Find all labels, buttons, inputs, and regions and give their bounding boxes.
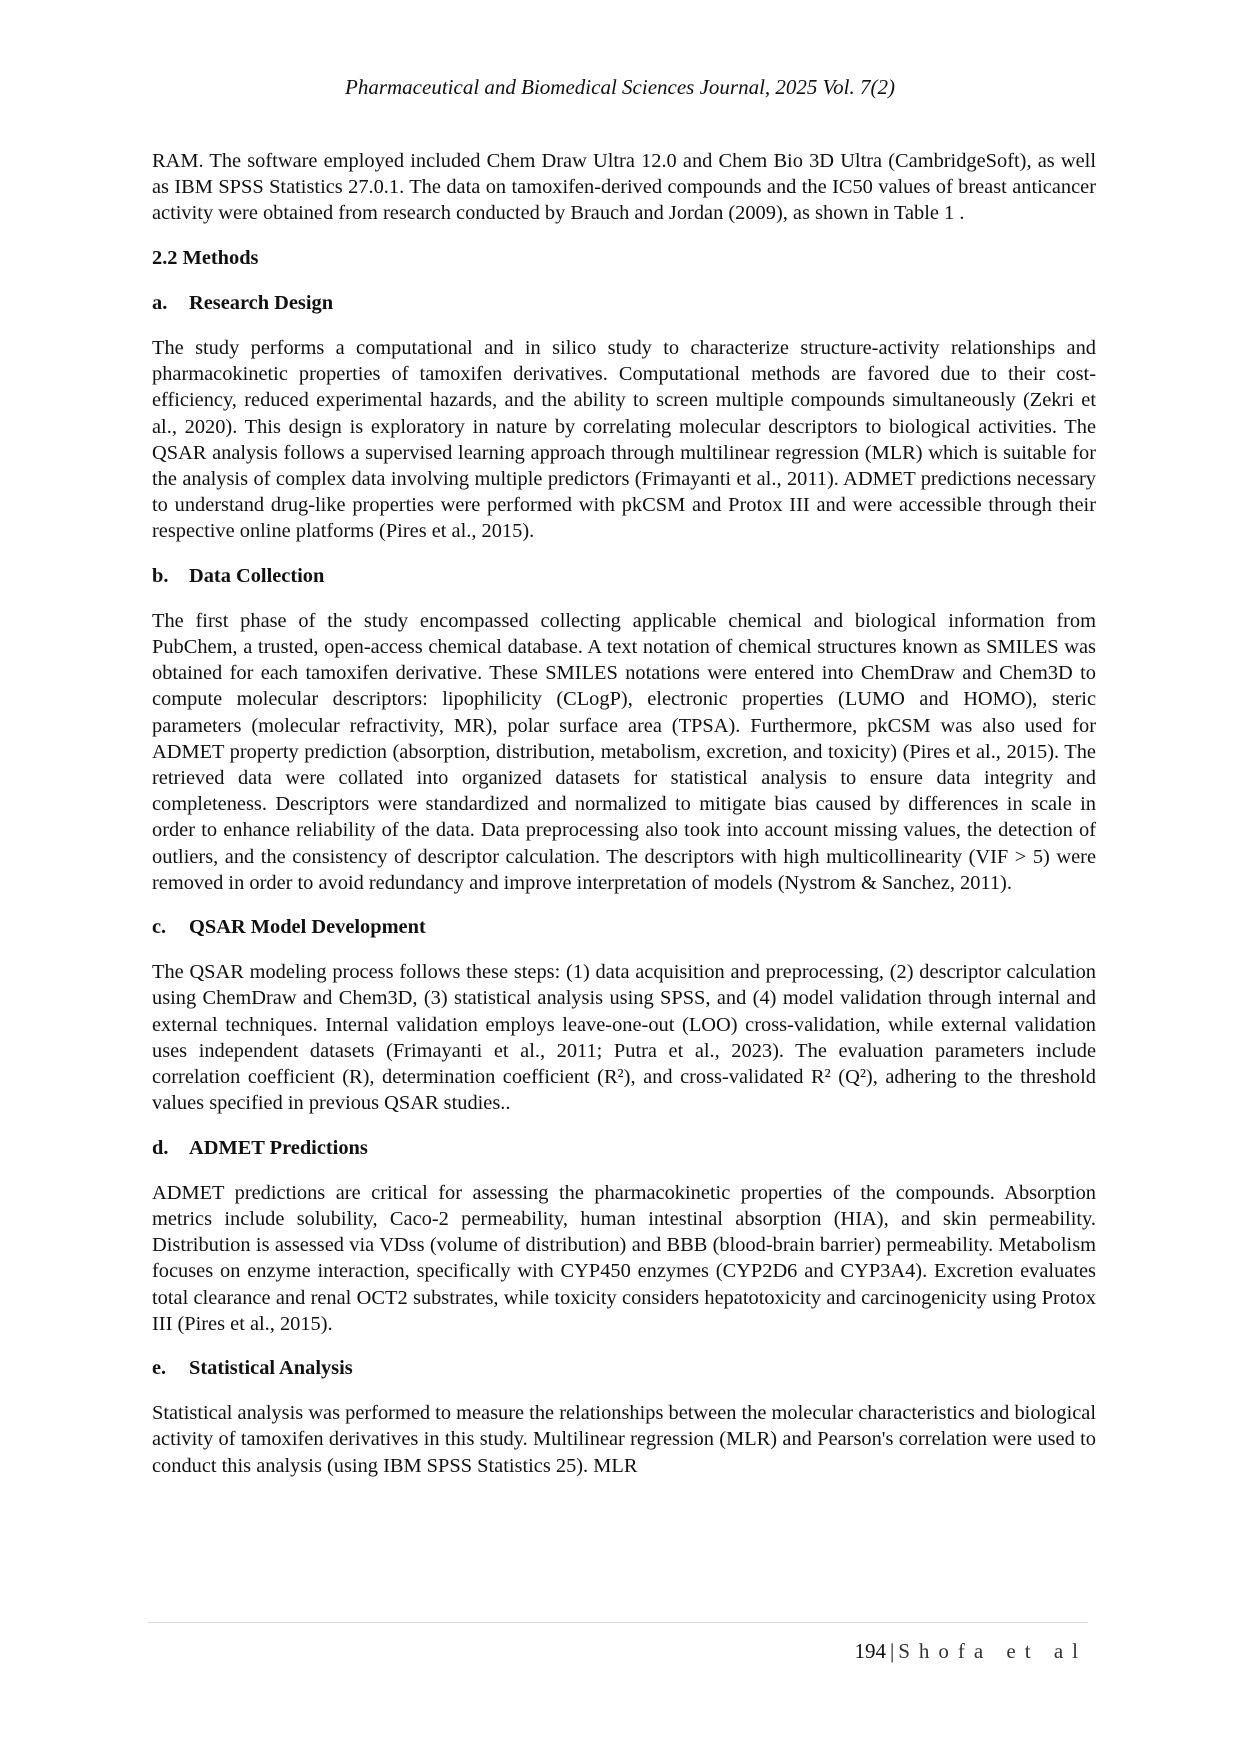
footer-author: Shofa et al [898,1639,1087,1663]
page-footer [854,1638,1087,1664]
subsection-letter: a. [152,291,168,314]
footer-divider [148,1622,1088,1623]
statistical-analysis-paragraph: Statistical analysis was performed to measure the relationships between the molecular characteristics and biological activity of tamoxifen derivatives in this study. Multilinear regression (MLR) and Pearson's correlation were used to conduct this analysis (using IBM SPSS Statistics 25). MLR [152,1402,1096,1477]
footer-separator: | [889,1639,895,1663]
intro-paragraph: RAM. The software employed included Chem Draw Ultra 12.0 and Chem Bio 3D Ultra (CambridgeSoft), as well as IBM SPSS Statistics 27.0.1. The data on tamoxifen-derived compounds and the IC50 values of breast anticancer activity were obtained from research conducted by Brauch and Jordan (2009), as shown in Table 1 . [152,150,1096,225]
subsection-title: Research Design [189,291,334,314]
subsection-letter: c. [152,916,167,939]
subsection-heading-admet-predictions [152,1135,1096,1161]
section-heading: 2.2 Methods [152,246,259,269]
subsection-heading-qsar-model-development [152,914,1096,940]
page-number: 194 [854,1639,886,1663]
subsection-letter: d. [152,1136,169,1159]
running-head: Pharmaceutical and Biomedical Sciences Journal, 2025 Vol. 7(2) [345,75,895,99]
admet-predictions-paragraph: ADMET predictions are critical for assessing the pharmacokinetic properties of the compounds. Absorption metrics include solubility, Caco-2 permeability, human intestinal absorption (HIA), and skin permeability. Distribution is assessed via VDss (volume of distribution) and BBB (blood-brain barrier) permeability. Metabolism focuses on enzyme interaction, specifically with CYP450 enzymes (CYP2D6 and CYP3A4). Excretion evaluates total clearance and renal OCT2 substrates, while toxicity considers hepatotoxicity and carcinogenicity using Protox III (Pires et al., 2015). [152,1181,1096,1335]
subsection-heading-research-design [152,290,1096,316]
subsection-title: Statistical Analysis [189,1356,353,1379]
qsar-model-development-paragraph: The QSAR modeling process follows these steps: (1) data acquisition and preprocessing, (2) descriptor calculation using ChemDraw and Chem3D, (3) statistical analysis using SPSS, and (4) model validation through internal and external techniques. Internal validation employs leave-one-out (LOO) cross-validation, while external validation uses independent datasets (Frimayanti et al., 2011; Putra et al., 2023). The evaluation parameters include correlation coefficient (R), determination coefficient (R²), and cross-validated R² (Q²), adhering to the threshold values specified in previous QSAR studies.. [152,961,1096,1115]
subsection-title: QSAR Model Development [189,916,426,939]
subsection-heading-statistical-analysis [152,1355,1096,1381]
subsection-title: ADMET Predictions [189,1136,368,1159]
data-collection-paragraph: The first phase of the study encompassed collecting applicable chemical and biological information from PubChem, a trusted, open-access chemical database. A text notation of chemical structures known as SMILES was obtained for each tamoxifen derivative. These SMILES notations were entered into ChemDraw and Chem3D to compute molecular descriptors: lipophilicity (CLogP), electronic properties (LUMO and HOMO), steric parameters (molecular refractivity, MR), polar surface area (TPSA). Furthermore, pkCSM was also used for ADMET property prediction (absorption, distribution, metabolism, excretion, and toxicity) (Pires et al., 2015). The retrieved data were collated into organized datasets for statistical analysis to ensure data integrity and completeness. Descriptors were standardized and normalized to mitigate bias caused by differences in scale in order to enhance reliability of the data. Data preprocessing also took into account missing values, the detection of outliers, and the consistency of descriptor calculation. The descriptors with high multicollinearity (VIF > 5) were removed in order to avoid redundancy and improve interpretation of models (Nystrom & Sanchez, 2011). [152,609,1096,894]
subsection-letter: e. [152,1356,167,1379]
page-body [152,148,1096,1479]
subsection-heading-data-collection [152,563,1096,589]
subsection-letter: b. [152,564,169,587]
research-design-paragraph: The study performs a computational and in silico study to characterize structure-activity relationships and pharmacokinetic properties of tamoxifen derivatives. Computational methods are favored due to their cost-efficiency, reduced experimental hazards, and the ability to screen multiple compounds simultaneously (Zekri et al., 2020). This design is exploratory in nature by correlating molecular descriptors to biological activities. The QSAR analysis follows a supervised learning approach through multilinear regression (MLR) which is suitable for the analysis of complex data involving multiple predictors (Frimayanti et al., 2011). ADMET predictions necessary to understand drug-like properties were performed with pkCSM and Protox III and were accessible through their respective online platforms (Pires et al., 2015). [152,337,1096,543]
subsection-title: Data Collection [189,564,325,587]
